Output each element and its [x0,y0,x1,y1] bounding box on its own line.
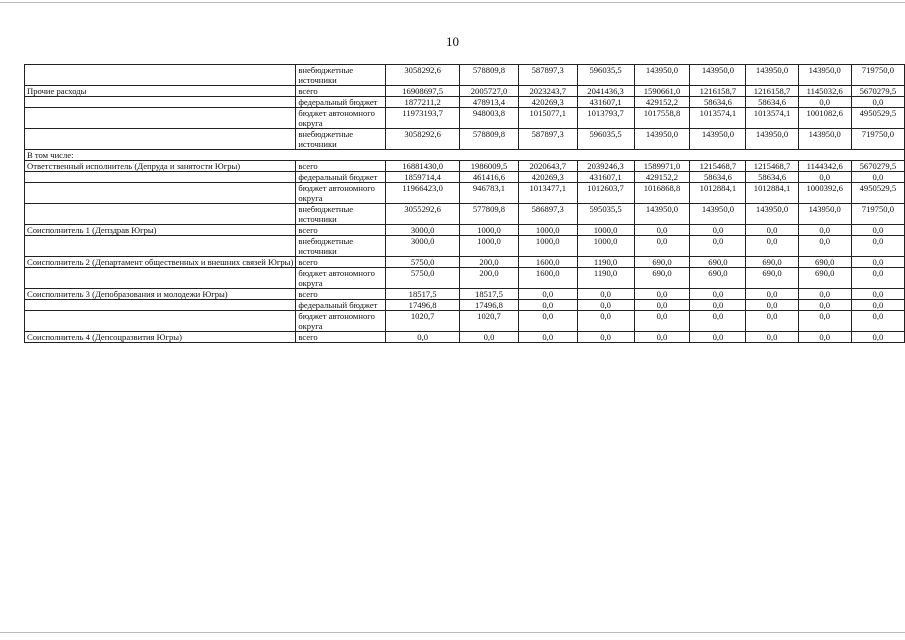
value-cell: 1000392,6 [798,183,851,204]
value-cell: 1017558,8 [634,108,690,129]
value-cell: 1000,0 [577,236,634,257]
row-name-cell: Соисполнитель 1 (Депздрав Югры) [25,225,296,236]
value-cell: 1015077,1 [518,108,577,129]
value-cell: 1001082,6 [798,108,851,129]
value-cell: 3058292,6 [386,65,460,86]
value-cell: 18517,5 [386,289,460,300]
value-cell: 1012603,7 [577,183,634,204]
value-cell: 0,0 [798,300,851,311]
table-row [25,236,905,257]
value-cell: 578809,8 [460,129,519,150]
value-cell: 0,0 [634,300,690,311]
value-cell: 690,0 [634,268,690,289]
value-cell: 143950,0 [798,204,851,225]
value-cell: 143950,0 [746,129,798,150]
value-cell: 596035,5 [577,129,634,150]
value-cell: 143950,0 [690,129,746,150]
value-cell: 0,0 [634,236,690,257]
funding-source-cell: всего [296,86,386,97]
table-row [25,225,905,236]
value-cell: 1012884,1 [690,183,746,204]
value-cell: 3058292,6 [386,129,460,150]
budget-table-body [25,65,905,343]
funding-source-cell: внебюджетные источники [296,236,386,257]
value-cell: 17496,8 [386,300,460,311]
value-cell: 0,0 [798,311,851,332]
funding-source-cell: внебюджетные источники [296,204,386,225]
value-cell: 1986009,5 [460,161,519,172]
value-cell: 595035,5 [577,204,634,225]
value-cell: 0,0 [518,332,577,343]
funding-source-cell: всего [296,332,386,343]
value-cell: 0,0 [634,311,690,332]
value-cell: 420269,3 [518,172,577,183]
row-name-cell [25,108,296,129]
value-cell: 0,0 [577,289,634,300]
funding-source-cell: бюджет автономного округа [296,311,386,332]
value-cell: 0,0 [746,236,798,257]
value-cell: 0,0 [518,311,577,332]
value-cell: 0,0 [798,172,851,183]
value-cell: 690,0 [690,268,746,289]
value-cell: 420269,3 [518,97,577,108]
value-cell: 0,0 [577,300,634,311]
funding-source-cell: бюджет автономного округа [296,183,386,204]
value-cell: 690,0 [690,257,746,268]
table-row [25,289,905,300]
section-row [25,150,905,161]
value-cell: 1144342,6 [798,161,851,172]
value-cell: 1000,0 [518,225,577,236]
row-name-cell [25,97,296,108]
value-cell: 0,0 [798,236,851,257]
value-cell: 1012884,1 [746,183,798,204]
scan-edge-top [0,2,905,3]
value-cell: 0,0 [798,289,851,300]
value-cell: 0,0 [690,225,746,236]
funding-source-cell: федеральный бюджет [296,97,386,108]
value-cell: 200,0 [460,257,519,268]
table-row [25,65,905,86]
value-cell: 17496,8 [460,300,519,311]
value-cell: 0,0 [851,289,904,300]
value-cell: 1013574,1 [746,108,798,129]
table-row [25,86,905,97]
value-cell: 1600,0 [518,268,577,289]
value-cell: 143950,0 [690,204,746,225]
value-cell: 0,0 [851,311,904,332]
value-cell: 11973193,7 [386,108,460,129]
value-cell: 719750,0 [851,129,904,150]
value-cell: 586897,3 [518,204,577,225]
funding-source-cell: всего [296,225,386,236]
value-cell: 0,0 [690,332,746,343]
value-cell: 0,0 [798,225,851,236]
value-cell: 143950,0 [634,65,690,86]
table-row [25,172,905,183]
value-cell: 0,0 [851,257,904,268]
value-cell: 0,0 [690,300,746,311]
value-cell: 5750,0 [386,268,460,289]
value-cell: 0,0 [798,97,851,108]
value-cell: 1216158,7 [690,86,746,97]
value-cell: 1590661,0 [634,86,690,97]
value-cell: 690,0 [746,257,798,268]
table-row [25,300,905,311]
value-cell: 0,0 [577,332,634,343]
value-cell: 690,0 [798,268,851,289]
table-row [25,311,905,332]
value-cell: 2023243,7 [518,86,577,97]
value-cell: 143950,0 [690,65,746,86]
row-name-cell [25,268,296,289]
value-cell: 0,0 [746,332,798,343]
funding-source-cell: всего [296,257,386,268]
row-name-cell: Соисполнитель 3 (Депобразования и молодежи Югры) [25,289,296,300]
row-name-cell: Соисполнитель 2 (Департамент общественных и внешних связей Югры) [25,257,296,268]
value-cell: 5750,0 [386,257,460,268]
funding-source-cell: бюджет автономного округа [296,268,386,289]
value-cell: 1145032,6 [798,86,851,97]
value-cell: 690,0 [746,268,798,289]
value-cell: 4950529,5 [851,108,904,129]
table-row [25,161,905,172]
value-cell: 431607,1 [577,172,634,183]
value-cell: 478913,4 [460,97,519,108]
value-cell: 429152,2 [634,172,690,183]
value-cell: 1000,0 [577,225,634,236]
row-name-cell [25,311,296,332]
table-row [25,129,905,150]
value-cell: 18517,5 [460,289,519,300]
table-row [25,268,905,289]
value-cell: 0,0 [746,311,798,332]
value-cell: 1190,0 [577,268,634,289]
value-cell: 1016868,8 [634,183,690,204]
funding-source-cell: бюджет автономного округа [296,108,386,129]
value-cell: 0,0 [746,289,798,300]
value-cell: 0,0 [851,236,904,257]
value-cell: 143950,0 [634,204,690,225]
value-cell: 0,0 [634,289,690,300]
value-cell: 1215468,7 [746,161,798,172]
table-row [25,183,905,204]
value-cell: 0,0 [634,225,690,236]
row-name-cell [25,183,296,204]
value-cell: 719750,0 [851,204,904,225]
scan-edge-bottom [0,632,905,633]
funding-source-cell: федеральный бюджет [296,300,386,311]
value-cell: 0,0 [851,97,904,108]
funding-source-cell: всего [296,289,386,300]
value-cell: 0,0 [690,289,746,300]
value-cell: 58634,6 [690,97,746,108]
value-cell: 11966423,0 [386,183,460,204]
value-cell: 1216158,7 [746,86,798,97]
row-name-cell [25,65,296,86]
row-name-cell: Ответственный исполнитель (Депруда и занятости Югры) [25,161,296,172]
value-cell: 58634,6 [746,172,798,183]
value-cell: 200,0 [460,268,519,289]
value-cell: 1013477,1 [518,183,577,204]
value-cell: 0,0 [746,225,798,236]
value-cell: 1000,0 [460,225,519,236]
value-cell: 2039246,3 [577,161,634,172]
value-cell: 0,0 [518,289,577,300]
value-cell: 58634,6 [690,172,746,183]
row-name-cell [25,129,296,150]
value-cell: 3000,0 [386,236,460,257]
value-cell: 2020643,7 [518,161,577,172]
row-name-cell [25,236,296,257]
table-row [25,332,905,343]
table-row [25,108,905,129]
value-cell: 1020,7 [460,311,519,332]
value-cell: 0,0 [851,300,904,311]
value-cell: 1589971,0 [634,161,690,172]
value-cell: 1877211,2 [386,97,460,108]
value-cell: 4950529,5 [851,183,904,204]
value-cell: 143950,0 [634,129,690,150]
value-cell: 0,0 [851,172,904,183]
row-name-cell [25,204,296,225]
table-row [25,204,905,225]
funding-source-cell: внебюджетные источники [296,129,386,150]
value-cell: 596035,5 [577,65,634,86]
value-cell: 16908697,5 [386,86,460,97]
value-cell: 143950,0 [798,129,851,150]
value-cell: 587897,3 [518,65,577,86]
section-label: В том числе: [25,150,905,161]
value-cell: 587897,3 [518,129,577,150]
value-cell: 16881430,0 [386,161,460,172]
value-cell: 1215468,7 [690,161,746,172]
value-cell: 461416,6 [460,172,519,183]
value-cell: 0,0 [690,236,746,257]
value-cell: 0,0 [690,311,746,332]
value-cell: 3000,0 [386,225,460,236]
value-cell: 1600,0 [518,257,577,268]
value-cell: 948003,8 [460,108,519,129]
value-cell: 578809,8 [460,65,519,86]
row-name-cell: Соисполнитель 4 (Депсоцразвития Югры) [25,332,296,343]
value-cell: 429152,2 [634,97,690,108]
row-name-cell: Прочие расходы [25,86,296,97]
value-cell: 0,0 [386,332,460,343]
page-number: 10 [446,34,459,49]
funding-source-cell: всего [296,161,386,172]
value-cell: 143950,0 [746,204,798,225]
table-row [25,257,905,268]
table-row [25,97,905,108]
value-cell: 946783,1 [460,183,519,204]
value-cell: 719750,0 [851,65,904,86]
value-cell: 0,0 [798,332,851,343]
value-cell: 1859714,4 [386,172,460,183]
value-cell: 0,0 [851,268,904,289]
value-cell: 2005727,0 [460,86,519,97]
value-cell: 1013793,7 [577,108,634,129]
value-cell: 1000,0 [460,236,519,257]
value-cell: 5670279,5 [851,161,904,172]
value-cell: 0,0 [460,332,519,343]
funding-source-cell: внебюджетные источники [296,65,386,86]
value-cell: 1013574,1 [690,108,746,129]
value-cell: 690,0 [634,257,690,268]
value-cell: 0,0 [746,300,798,311]
value-cell: 431607,1 [577,97,634,108]
value-cell: 143950,0 [746,65,798,86]
budget-table [24,64,905,343]
row-name-cell [25,300,296,311]
value-cell: 58634,6 [746,97,798,108]
value-cell: 0,0 [518,300,577,311]
value-cell: 690,0 [798,257,851,268]
value-cell: 1190,0 [577,257,634,268]
value-cell: 0,0 [851,332,904,343]
value-cell: 5670279,5 [851,86,904,97]
row-name-cell [25,172,296,183]
funding-source-cell: федеральный бюджет [296,172,386,183]
value-cell: 0,0 [577,311,634,332]
value-cell: 577809,8 [460,204,519,225]
value-cell: 0,0 [634,332,690,343]
value-cell: 1020,7 [386,311,460,332]
value-cell: 2041436,3 [577,86,634,97]
value-cell: 143950,0 [798,65,851,86]
value-cell: 3055292,6 [386,204,460,225]
value-cell: 0,0 [851,225,904,236]
value-cell: 1000,0 [518,236,577,257]
